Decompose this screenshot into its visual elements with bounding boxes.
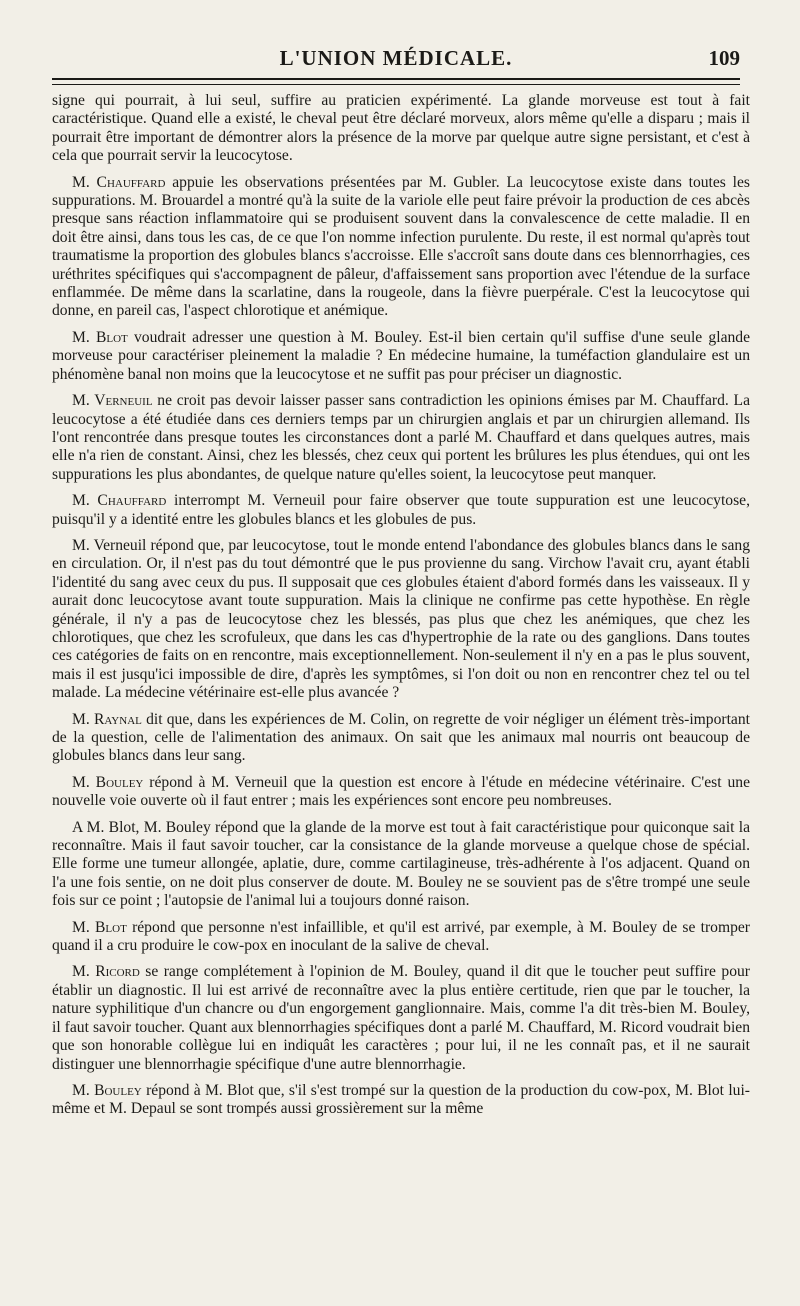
paragraph-text: répond à M. Blot que, s'il s'est trompé sur la question de la production du cow-pox, M. Blot lui-même et M. Depaul se sont trompés aussi grossièrement sur la même [52,1081,750,1118]
paragraph-text: se range complétement à l'opinion de M. Bouley, quand il dit que le toucher peut suffire pour établir un diagnostic. Il lui est arrivé de reconnaître avec la plus entière certitude, rien que par le toucher, la nature syphilitique d'un chancre ou d'un engorgement ganglionnaire. Mais, comme l'a dit très-bien M. Bouley, il faut savoir toucher. Quant aux blennorrhagies spécifiques dont a parlé M. Chauffard, M. Ricord voudrait bien que son honorable collègue lui en indiquât les caractères ; pour lui, il ne les connaît pas, et il ne saurait distinguer une blennorrhagie spécifique d'une autre blennorrhagie. [52,963,750,1073]
header-rule [52,78,740,80]
paragraph-text: dit que, dans les expériences de M. Colin, on regrette de voir négliger un élément très-important de la question, celle de l'alimentation des animaux. On sait que les animaux mal nourris ont beaucoup de globules blancs dans leur sang. [52,710,750,765]
speaker-name: M. Ricord [72,963,140,981]
paragraph-text: signe qui pourrait, à lui seul, suffire au praticien expérimenté. La glande morveuse est tout à fait caractéristique. Quand elle a existé, le cheval peut être déclaré morveux, alors même qu'elle a disparu ; mais il pourrait être important de démontrer alors la présence de la morve par quelque autre signe persistant, et c'est à cela que pourrait servir la leucocytose. [52,92,750,165]
paragraph [52,711,750,766]
paragraph-text: répond que personne n'est infaillible, et qu'il est arrivé, par exemple, à M. Bouley de se tromper quand il a cru produire le cow-pox en inoculant de la salive de cheval. [52,918,750,955]
speaker-name: M. Blot [72,918,127,936]
paragraph [52,819,750,911]
paragraph-text: voudrait adresser une question à M. Bouley. Est-il bien certain qu'il suffise d'une seule glande morveuse pour caractériser pleinement la maladie ? En médecine humaine, la tuméfaction glandulaire est un phénomène banal non moins que la leucocytose et ne suffit pas pour préciser un diagnostic. [52,328,751,383]
article-body [52,92,750,1298]
paragraph [52,963,750,1073]
paragraph [52,1082,750,1119]
speaker-name: M. Bouley [72,1081,142,1099]
paragraph-text: A M. Blot, M. Bouley répond que la glande de la morve est tout à fait caractéristique pour quiconque sait la reconnaître. Mais il faut savoir toucher, car la consistance de la glande morveuse a quelque chose de spécial. Elle forme une tumeur allongée, aplatie, dure, comme cartilagineuse, très-adhérente à l'os adjacent. Quand on l'a une fois sentie, on ne doit plus conserver de doute. M. Bouley ne se souvient pas de s'être trompé une seule fois sur ce point ; l'autopsie de l'animal lui a toujours donné raison. [52,818,750,910]
speaker-name: M. Verneuil [72,392,153,410]
speaker-name: M. Chauffard [72,173,166,191]
speaker-name: M. Blot [72,328,128,346]
speaker-name: M. Raynal [72,710,142,728]
paragraph [52,774,750,811]
paragraph [52,174,750,321]
paragraph-text: répond à M. Verneuil que la question est encore à l'étude en médecine vétérinaire. C'est une nouvelle voie ouverte où il faut entrer ; mais les expériences sont encore peu nombreuses. [52,773,750,810]
paragraph-text: M. Verneuil répond que, par leucocytose, tout le monde entend l'abondance des globules blancs dans le sang en circulation. Or, il n'est pas du tout démontré que le pus provienne du sang. Virchow l'avait cru, ayant établi l'identité du sang avec ceux du pus. Il supposait que ces globules étaient d'abord formés dans les vaisseaux. Il y aurait donc leucocytose avant toute suppuration. Mais la clinique ne confirme pas cette hypothèse. En règle générale, il n'y a pas de leucocytose chez les blessés, pas plus que chez les anémiques, que chez les chlorotiques, que chez les scrofuleux, que dans les cas d'hypertrophie de la rate ou des ganglions. Dans toutes ces catégories de faits on en rencontre, mais exceptionnellement. Non-seulement il n'y en a pas le plus souvent, mais il est jusqu'ici impossible de dire, d'après les symptômes, si l'on doit ou non en rencontrer chez tel ou tel malade. La médecine vétérinaire est-elle plus avancée ? [52,536,750,702]
paragraph [52,492,750,529]
speaker-name: M. Bouley [72,773,144,791]
paragraph [52,329,750,384]
paragraph-text: appuie les observations présentées par M. Gubler. La leucocytose existe dans toutes les suppurations. M. Brouardel a montré qu'à la suite de la variole elle peut faire prévoir la production de ces abcès presque sans réaction inflammatoire qui se produisent souvent dans la convalescence de cette maladie. Il en doit être ainsi, dans tous les cas, de ce que l'on nomme infection purulente. Du reste, il est normal qu'après tout traumatisme la proportion des globules blancs s'accroisse. Elle s'accroît sans doute dans ces blennorrhagies, ces uréthrites spécifiques qui s'accompagnent de pâleur, d'affaissement sans proportion avec l'étendue de la surface enflammée. De même dans la scarlatine, dans la rougeole, dans la fièvre puerpérale. C'est la leucocytose qui donne, en pareil cas, l'aspect chlorotique et anémique. [52,173,750,320]
paragraph [52,392,750,484]
running-title: L'UNION MÉDICALE. [279,46,513,70]
paragraph [52,919,750,956]
speaker-name: M. Chauffard [72,492,167,510]
paragraph-text: interrompt M. Verneuil pour faire observer que toute suppuration est une leucocytose, puisqu'il y a identité entre les globules blancs et les globules de pus. [52,492,750,528]
page-number: 109 [708,46,740,70]
paragraph [52,92,750,166]
paragraph-text: ne croit pas devoir laisser passer sans contradiction les opinions émises par M. Chauffard. La leucocytose a été étudiée dans ces derniers temps par un chirurgien anglais et par un chirurgien allemand. Ils l'ont rencontrée dans presque toutes les circonstances dont a parlé M. Chauffard et dans quelques autres, mais elle n'a rien de constant. Ainsi, chez les blessés, chez ceux qui portent les brûlures les plus étendues, qui ont les suppurations les plus abondantes, de quelque nature qu'elles soient, la leucocytose peut manquer. [52,392,751,483]
page-header [52,38,740,78]
header-rule-thin [52,84,740,85]
paragraph [52,537,750,703]
